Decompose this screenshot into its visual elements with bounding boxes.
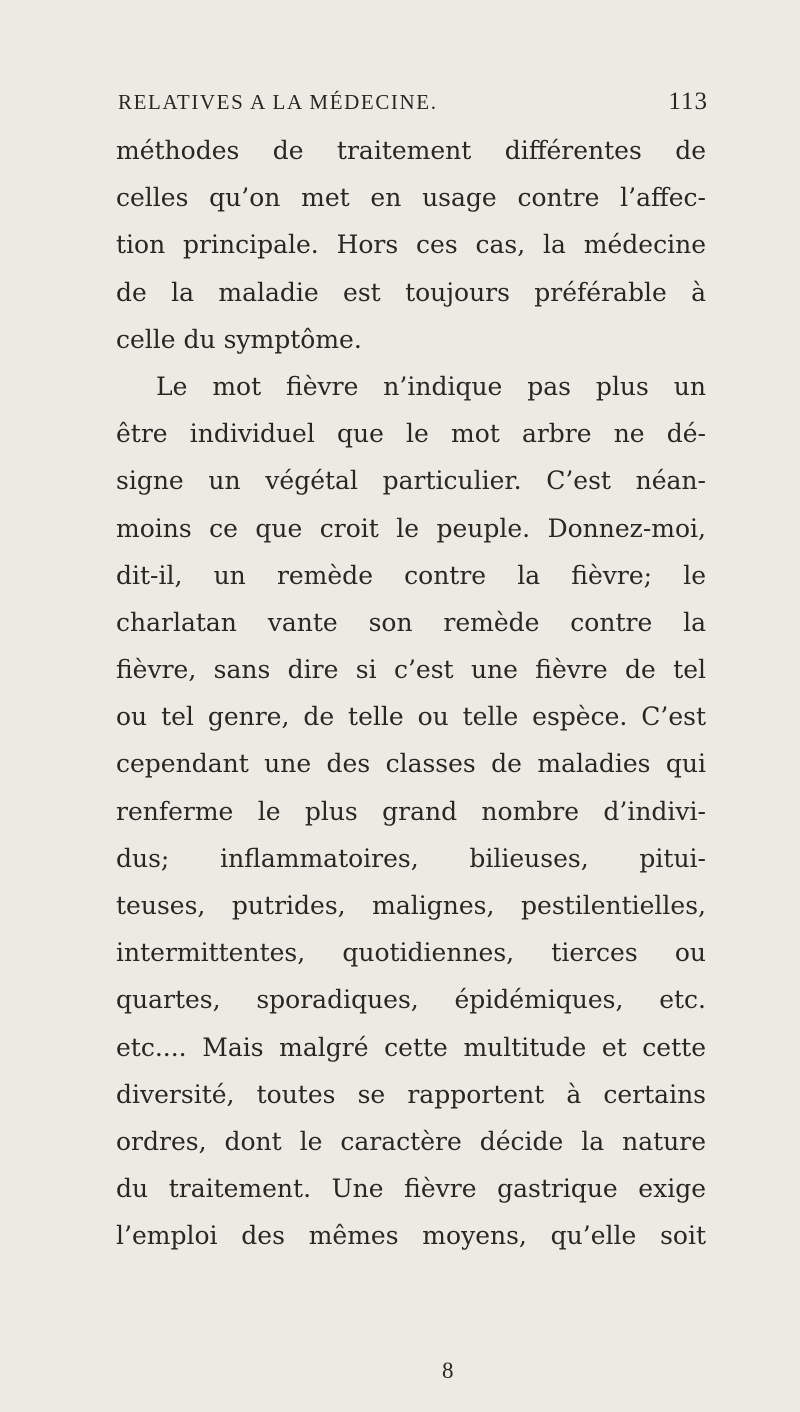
text-line: quartes, sporadiques, épidémiques, etc. [116, 985, 706, 1015]
page-number: 113 [668, 88, 708, 115]
text-line: moins ce que croit le peuple. Donnez-moi, [116, 513, 706, 543]
text-line: du traitement. Une fièvre gastrique exige [116, 1174, 706, 1204]
text-line: ordres, dont le caractère décide la nature [116, 1126, 706, 1156]
text-line: fièvre, sans dire si c’est une fièvre de tel [116, 655, 706, 685]
body-text [116, 127, 706, 1260]
text-line: celles qu’on met en usage contre l’affec- [116, 183, 706, 213]
text-line: méthodes de traitement différentes de [116, 136, 706, 165]
text-line: teuses, putrides, malignes, pestilentielles, [116, 891, 706, 920]
text-line: l’emploi des mêmes moyens, qu’elle soit [116, 1221, 706, 1251]
text-line: signe un végétal particulier. C’est néan- [116, 466, 706, 496]
text-line: dit-il, un remède contre la fièvre; le [116, 560, 706, 590]
text-line: charlatan vante son remède contre la [116, 607, 706, 637]
text-line: cependant une des classes de maladies qui [116, 749, 706, 779]
text-line: être individuel que le mot arbre ne dé- [116, 419, 706, 449]
text-line: intermittentes, quotidiennes, tierces ou [116, 938, 706, 968]
text-line: celle du symptôme. [116, 324, 362, 354]
text-line: renferme le plus grand nombre d’indivi- [116, 796, 706, 826]
text-line: de la maladie est toujours préférable à [116, 277, 706, 307]
text-line: etc.... Mais malgré cette multitude et cette [116, 1032, 706, 1062]
paragraph-start-line: Le mot fièvre n’indique pas plus un [156, 371, 706, 401]
running-title: RELATIVES A LA MÉDECINE. [118, 90, 438, 114]
text-line: tion principale. Hors ces cas, la médecine [116, 230, 706, 260]
signature-mark: 8 [442, 1358, 454, 1383]
text-line: diversité, toutes se rapportent à certains [116, 1079, 706, 1109]
text-line: dus; inflammatoires, bilieuses, pitui- [116, 843, 706, 873]
running-head [118, 80, 708, 120]
text-line: ou tel genre, de telle ou telle espèce. C’est [116, 702, 706, 732]
